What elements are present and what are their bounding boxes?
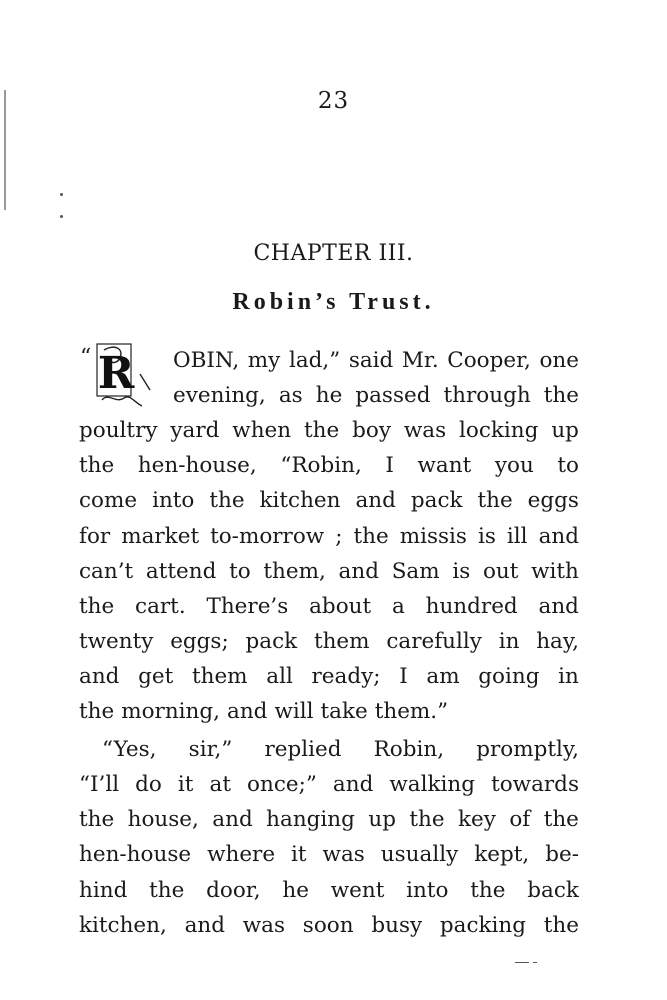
word: Robin,: [373, 737, 445, 762]
word: into: [152, 488, 195, 513]
text-line: [79, 768, 579, 802]
word: yard: [170, 418, 220, 443]
text-line: [102, 733, 579, 767]
page-number: 23: [317, 88, 350, 114]
word: packing: [439, 913, 527, 938]
word: the: [209, 488, 245, 513]
word: it: [177, 772, 194, 797]
chapter-title: Robin’s Trust.: [232, 289, 435, 315]
word: when: [232, 418, 292, 443]
scan-speck: [60, 215, 63, 218]
footer-mark: [515, 962, 529, 963]
word: hay,: [536, 629, 579, 654]
word: “I’ll: [79, 772, 120, 797]
word: I: [399, 664, 408, 689]
word: the: [79, 594, 115, 619]
text-line: [79, 590, 579, 624]
word: morning,: [121, 699, 220, 724]
word: locking: [459, 418, 539, 443]
text-line: [79, 909, 579, 943]
word: the: [477, 488, 513, 513]
text-line: [79, 484, 579, 518]
word: Mr.: [401, 348, 439, 373]
word: he: [282, 878, 309, 903]
word: the: [543, 383, 579, 408]
word: it: [291, 842, 307, 867]
text-line: [79, 874, 579, 908]
word: Sam: [391, 559, 440, 584]
word: them: [191, 664, 248, 689]
word: attend: [145, 559, 217, 584]
word: hen-house,: [137, 453, 257, 478]
word: hen-house: [79, 842, 192, 867]
word: through: [443, 383, 531, 408]
word: and: [227, 699, 268, 724]
word: and: [338, 559, 379, 584]
word: them,: [263, 559, 326, 584]
word: he: [315, 383, 343, 408]
word: door,: [206, 878, 261, 903]
word: hind: [79, 878, 128, 903]
word: back: [527, 878, 579, 903]
word: you: [494, 453, 534, 478]
word: going: [478, 664, 540, 689]
word: was: [403, 418, 447, 443]
scan-speck: [60, 193, 63, 196]
text-line: [79, 555, 579, 589]
word: pack: [245, 629, 298, 654]
word: am: [426, 664, 460, 689]
word: I: [385, 453, 394, 478]
word: my: [247, 348, 281, 373]
chapter-heading: CHAPTER III.: [253, 241, 414, 266]
word: and: [184, 913, 226, 938]
word: want: [417, 453, 472, 478]
word: one: [539, 348, 579, 373]
word: about: [309, 594, 372, 619]
text-line: [79, 838, 579, 872]
word: kitchen,: [79, 913, 167, 938]
text-line: [79, 414, 579, 448]
word: kept,: [474, 842, 530, 867]
word: went: [330, 878, 385, 903]
footer-mark: [533, 962, 537, 963]
word: said: [348, 348, 394, 373]
text-line: [79, 625, 579, 659]
word: at: [209, 772, 231, 797]
word: take: [320, 699, 368, 724]
text-line: [173, 379, 579, 413]
word: them: [313, 629, 370, 654]
word: into: [406, 878, 449, 903]
word: a: [391, 594, 405, 619]
word: missis: [399, 524, 467, 549]
word: and: [79, 664, 120, 689]
word: will: [274, 699, 314, 724]
word: and: [332, 772, 374, 797]
word: soon: [302, 913, 354, 938]
word: is: [477, 524, 496, 549]
word: out: [482, 559, 519, 584]
word: the: [409, 807, 445, 832]
word: lad,”: [288, 348, 341, 373]
word: “Yes,: [102, 737, 157, 762]
word: evening,: [173, 383, 266, 408]
word: to-morrow: [210, 524, 325, 549]
word: do: [135, 772, 162, 797]
word: hundred: [425, 594, 518, 619]
text-line: [79, 695, 579, 729]
word: ;: [335, 524, 343, 549]
word: market: [121, 524, 200, 549]
word: eggs;: [170, 629, 229, 654]
word: passed: [355, 383, 431, 408]
drop-cap-letter: R: [97, 348, 135, 399]
word: and: [538, 524, 579, 549]
word: is: [452, 559, 471, 584]
word: once;”: [247, 772, 317, 797]
text-line: [79, 449, 579, 483]
word: to: [557, 453, 579, 478]
word: as: [278, 383, 303, 408]
word: eggs: [527, 488, 579, 513]
word: sir,”: [188, 737, 233, 762]
word: and: [212, 807, 253, 832]
word: twenty: [79, 629, 154, 654]
word: and: [355, 488, 396, 513]
word: key: [458, 807, 496, 832]
word: There’s: [206, 594, 289, 619]
word: promptly,: [476, 737, 579, 762]
word: the: [470, 878, 506, 903]
word: Cooper,: [447, 348, 531, 373]
opening-quote: “: [80, 345, 92, 370]
text-line: [79, 520, 579, 554]
word: with: [531, 559, 579, 584]
word: pack: [410, 488, 463, 513]
word: replied: [264, 737, 342, 762]
word: the: [543, 807, 579, 832]
word: the: [353, 524, 389, 549]
word: and: [538, 594, 579, 619]
word: house,: [127, 807, 199, 832]
word: carefully: [386, 629, 482, 654]
word: the: [149, 878, 185, 903]
word: the: [543, 913, 579, 938]
text-line: [79, 660, 579, 694]
drop-cap-ornament: [94, 340, 152, 410]
word: get: [138, 664, 174, 689]
word: up: [368, 807, 396, 832]
word: where: [207, 842, 276, 867]
word: all: [266, 664, 293, 689]
word: be-: [545, 842, 579, 867]
word: in: [498, 629, 520, 654]
word: towards: [491, 772, 579, 797]
word: was: [242, 913, 286, 938]
word: the: [79, 807, 115, 832]
word: the: [304, 418, 340, 443]
word: cart.: [135, 594, 186, 619]
text-line: [173, 344, 579, 378]
word: walking: [389, 772, 476, 797]
word: boy: [352, 418, 391, 443]
word: ready;: [311, 664, 381, 689]
word: up: [551, 418, 579, 443]
text-line: [79, 803, 579, 837]
word: usually: [380, 842, 459, 867]
word: come: [79, 488, 138, 513]
word: was: [322, 842, 365, 867]
word: busy: [371, 913, 423, 938]
word: can’t: [79, 559, 134, 584]
word: them.”: [374, 699, 449, 724]
word: “Robin,: [280, 453, 362, 478]
word: to: [229, 559, 251, 584]
word: OBIN,: [173, 348, 240, 373]
word: the: [79, 453, 115, 478]
word: for: [79, 524, 111, 549]
word: in: [558, 664, 579, 689]
word: hanging: [266, 807, 355, 832]
word: of: [509, 807, 531, 832]
word: ill: [506, 524, 528, 549]
word: kitchen: [259, 488, 341, 513]
word: poultry: [79, 418, 158, 443]
word: the: [79, 699, 115, 724]
